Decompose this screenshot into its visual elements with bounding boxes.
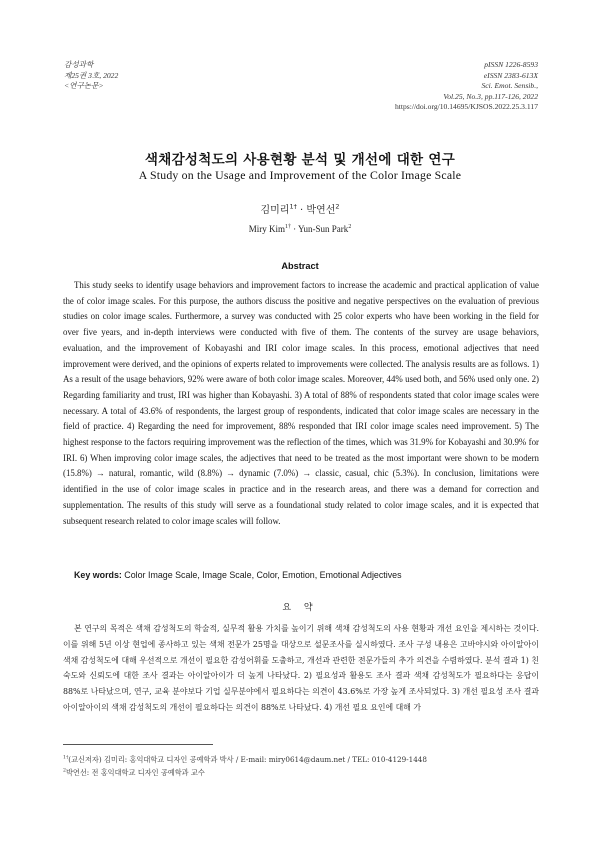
summary-heading: 요 약 <box>282 603 318 613</box>
footnote-2-text: 박연선: 전 홍익대학교 디자인 공예학과 교수 <box>65 768 205 777</box>
title-english: A Study on the Usage and Improvement of the Color Image Scale <box>138 168 462 182</box>
author-2-marks: 2 <box>335 202 340 211</box>
author-2-name-en: Yun-Sun Park <box>298 224 349 234</box>
article-type: <연구논문> <box>64 81 104 90</box>
journal-abbrev: Sci. Emot. Sensib., <box>481 81 538 90</box>
volume-issue: 제25권 3호, 2022 <box>64 70 119 80</box>
footnote-divider <box>63 744 213 745</box>
author-2-name: 박연선 <box>306 205 336 216</box>
footnote-2 <box>63 768 205 778</box>
journal-name: 감성과학 <box>64 60 94 69</box>
summary-body: 본 연구의 목적은 색채 감성척도의 학술적, 실무적 활용 가치를 높이기 위해 색채 감성척도의 사용 현황과 개선 요인을 제시하는 것이다. 이를 위해 5년 이상 현업에 종사하고 있는 색채 전문가 25명을 대상으로 설문조사를 실시하였다. 조사 구성 내용은 고바야시와 아이알아이 색채 감성척도에 대해 우선적으로 개선이 필요한 감성어휘를 도출하고, 개선과 관련한 전문가들의 추가 의견을 수렴하였다. 분석 결과 1) 친숙도와 신뢰도에 대한 조사 결과는 아이알아이가 더 높게 나타났다. 2) 필요성과 활용도 조사 결과 색채 감성척도가 필요하다는 응답이 88%로 나타났으며, 연구, 교육 분야보다 기업 실무분야에서 필요하다는 의견이 43.6%로 가장 높게 조사되었다. 3) 개선 필요성 조사 결과 아이알아이의 색채 감성척도의 개선이 필요하다는 의견이 88%로 나타났다. 4) 개선 필요 요인에 대해 가 <box>63 624 539 712</box>
header-left <box>64 60 118 92</box>
volume-pages: Vol.25, No.3, pp.117-126, 2022 <box>443 91 538 101</box>
eissn: eISSN 2383-613X <box>483 70 538 80</box>
footnote-1-text: (교신저자) 김미리: 홍익대학교 디자인 공예학과 박사 / E-mail: miry0614@daum.net / TEL: 010-4129-1448 <box>68 755 427 764</box>
footnote-1-marks: 1† <box>63 755 69 761</box>
footnote-1 <box>63 755 427 765</box>
header-right <box>395 60 538 113</box>
author-1-marks: 1† <box>289 202 297 211</box>
keywords <box>74 570 402 580</box>
authors-english <box>0 224 600 234</box>
abstract-heading: Abstract <box>281 261 319 271</box>
author-separator: · <box>296 205 307 216</box>
authors-korean <box>0 201 600 216</box>
author-2-marks-en: 2 <box>348 224 352 230</box>
keywords-text: Color Image Scale, Image Scale, Color, Emotion, Emotional Adjectives <box>121 570 402 580</box>
abstract-body: This study seeks to identify usage behaviors and improvement factors to increase the academic and practical application of value the of color image scales. For this purpose, the authors discuss the positive and negative perspectives on the evaluation of previous studies on color image scales. Furthermore, a survey was conducted with 25 color experts who have been working in the field for over five years, and in-depth interviews were conducted with five of them. The contents of the survey are usage behaviors, evaluation, and the improvement of Kobayashi and IRI color image scales. In this process, emotional adjectives that need improvement were derived, and the opinions of experts related to improvements were collected. The analysis results are as follows. 1) As a result of the usage behaviors, 92% were aware of both color image scales. Moreover, 44% used both, and 56% used only one. 2) Regarding familiarity and trust, IRI was higher than Kobayashi. 3) A total of 88% of respondents stated that color image scales were necessary. A total of 43.6% of respondents, the largest group of respondents, indicated that color image scales are necessary in the field of practice. 4) Regarding the need for improvement, 88% responded that IRI color image scales need improvement. 5) The highest response to the factors requiring improvement was the reflection of the times, which was 31.9% for Kobayashi and 30.9% for IRI. 6) When improving color image scales, the adjectives that need to be treated as the most important were shown to be modern (15.8%) → natural, romantic, wild (8.8%) → dynamic (7.0%) → classic, casual, chic (5.3%). In conclusion, limitations were identified in the use of color image scales in practice and in the research areas, and there was a demand for correction and supplementation. The results of this study will serve as a foundational study related to color image scales, and it is expected that subsequent research related to color image scales will follow. <box>63 280 539 526</box>
author-1-name: 김미리 <box>260 205 290 216</box>
doi-link[interactable]: https://doi.org/10.14695/KJSOS.2022.25.3.117 <box>394 102 538 111</box>
keywords-label: Key words: <box>74 570 122 580</box>
author-1-name-en: Miry Kim <box>248 224 286 234</box>
pissn: pISSN 1226-8593 <box>484 60 538 69</box>
author-1-marks-en: 1† <box>285 224 291 230</box>
author-separator-en: · <box>290 224 299 234</box>
footnote-2-marks: 2 <box>63 768 66 774</box>
title-korean: 색채감성척도의 사용현황 분석 및 개선에 대한 연구 <box>144 152 456 168</box>
